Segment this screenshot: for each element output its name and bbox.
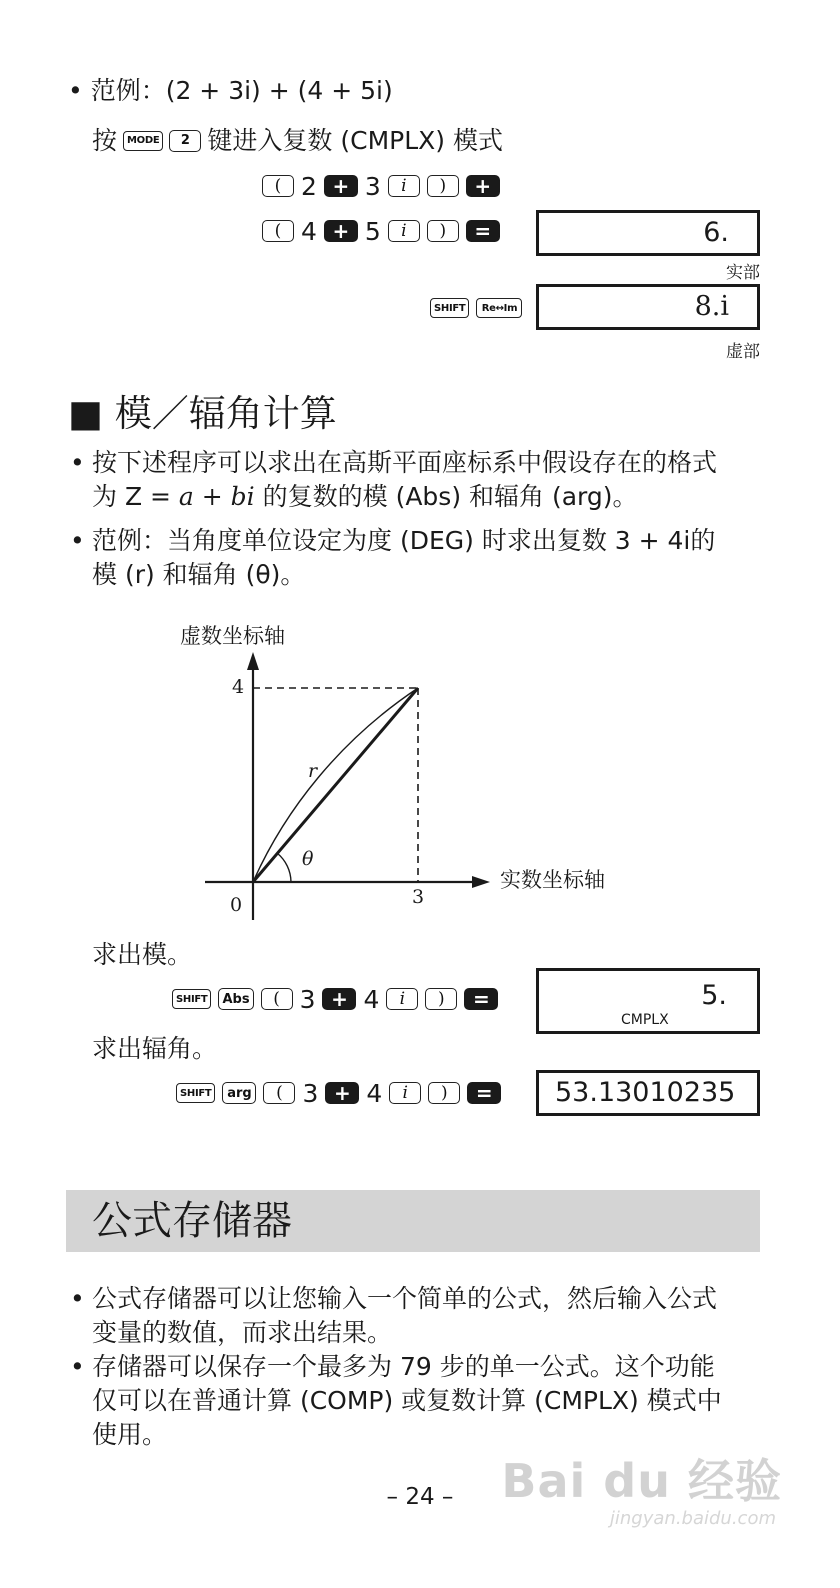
modulus-caption: 求出模。 xyxy=(92,940,193,969)
bullet-text-line: • 范例：当角度单位设定为度 (DEG) 时求出复数 3 + 4i的 xyxy=(92,524,715,558)
display-argument: 53.13010235 xyxy=(536,1070,760,1116)
mode-suffix: 键进入复数 (CMPLX) 模式 xyxy=(207,126,503,155)
origin-label: 0 xyxy=(230,894,243,916)
close-paren-key: ) xyxy=(428,1082,460,1104)
y-tick-label: 4 xyxy=(232,676,245,698)
key-sequence-row2 xyxy=(262,216,500,246)
plus-key: + xyxy=(322,988,356,1010)
imaginary-key: i xyxy=(389,1082,421,1104)
plus-key: + xyxy=(466,175,500,197)
bullet-text-line: 仅可以在普通计算 (COMP) 或复数计算 (CMPLX) 模式中 xyxy=(92,1386,722,1415)
modulus-value: 5. xyxy=(701,980,727,1011)
bullet-text-line: • 存储器可以保存一个最多为 79 步的单一公式。这个功能 xyxy=(92,1350,715,1384)
bullet-text-line: 使用。 xyxy=(92,1420,168,1449)
display-real-part: 6. xyxy=(536,210,760,256)
shift-key: SHIFT xyxy=(430,298,469,318)
close-paren-key: ) xyxy=(425,988,457,1010)
open-paren-key: ( xyxy=(263,1082,295,1104)
watermark-logo: Bai du 经验 xyxy=(501,1454,782,1508)
digit: 2 xyxy=(301,171,317,201)
plus-key: + xyxy=(324,175,358,197)
plus-key: + xyxy=(324,220,358,242)
formula-part: a + bi xyxy=(178,482,255,511)
equals-key: = xyxy=(464,988,498,1010)
equals-key: = xyxy=(466,220,500,242)
y-axis-arrow-icon xyxy=(247,652,259,670)
section-title-formula-memory: 公式存储器 xyxy=(66,1190,760,1252)
x-tick-label: 3 xyxy=(412,886,425,908)
angle-arc xyxy=(277,853,291,882)
watermark-url: jingyan.baidu.com xyxy=(609,1508,776,1529)
bullet-text-line: • 按下述程序可以求出在高斯平面座标系中假设存在的格式 xyxy=(92,446,717,480)
key-sequence-row3 xyxy=(430,293,522,323)
open-paren-key: ( xyxy=(262,175,294,197)
text-part: 为 Z = xyxy=(92,482,179,511)
digit: 5 xyxy=(364,216,381,246)
bullet-text-line: • 公式存储器可以让您输入一个简单的公式，然后输入公式 xyxy=(92,1282,717,1316)
digit: 3 xyxy=(364,171,381,201)
page-number: – 24 – xyxy=(386,1484,454,1510)
label-imag-part: 虚部 xyxy=(726,342,760,362)
r-label: r xyxy=(308,760,318,782)
key-sequence-row1 xyxy=(262,171,500,201)
digit: 3 xyxy=(299,984,316,1014)
abs-key: Abs xyxy=(218,988,253,1010)
mode-prefix: 按 xyxy=(92,126,118,155)
text-part: 的复数的模 (Abs) 和辐角 (arg)。 xyxy=(254,482,638,511)
plus-key: + xyxy=(325,1082,359,1104)
imaginary-key: i xyxy=(388,175,420,197)
digit: 4 xyxy=(366,1078,383,1108)
imaginary-key: i xyxy=(386,988,418,1010)
imaginary-key: i xyxy=(388,220,420,242)
cmplx-indicator: CMPLX xyxy=(621,1012,669,1028)
re-im-key: Re↔Im xyxy=(476,298,522,318)
digit: 4 xyxy=(301,216,317,246)
shift-key: SHIFT xyxy=(176,1083,215,1103)
digit: 4 xyxy=(363,984,380,1014)
shift-key: SHIFT xyxy=(172,989,211,1009)
x-axis-label: 实数坐标轴 xyxy=(500,868,605,892)
y-axis-label: 虚数坐标轴 xyxy=(180,624,285,648)
mode-key: MODE xyxy=(123,131,163,151)
key-sequence-argument xyxy=(176,1078,501,1108)
bullet-text-line xyxy=(92,480,638,514)
section-heading-abs-arg: ■ 模／辐角计算 xyxy=(68,392,337,435)
display-imag-part: 8.i xyxy=(536,284,760,330)
key-sequence-modulus xyxy=(172,984,498,1014)
bullet-text-line: 变量的数值，而求出结果。 xyxy=(92,1318,393,1347)
close-paren-key: ) xyxy=(427,220,459,242)
x-axis-arrow-icon xyxy=(472,876,490,888)
open-paren-key: ( xyxy=(261,988,293,1010)
bullet-text-line: 模 (r) 和辐角 (θ)。 xyxy=(92,560,306,589)
mode-instruction xyxy=(92,124,503,158)
equals-key: = xyxy=(467,1082,501,1104)
theta-label: θ xyxy=(302,848,314,870)
display-modulus xyxy=(536,968,760,1034)
label-real-part: 实部 xyxy=(726,263,760,283)
digit: 3 xyxy=(302,1078,319,1108)
mode-num-key: 2 xyxy=(169,130,201,152)
open-paren-key: ( xyxy=(262,220,294,242)
arg-key: arg xyxy=(222,1082,256,1104)
argument-caption: 求出辐角。 xyxy=(92,1034,218,1063)
example1-title: • 范例：(2 + 3i) + (4 + 5i) xyxy=(68,76,393,105)
close-paren-key: ) xyxy=(427,175,459,197)
